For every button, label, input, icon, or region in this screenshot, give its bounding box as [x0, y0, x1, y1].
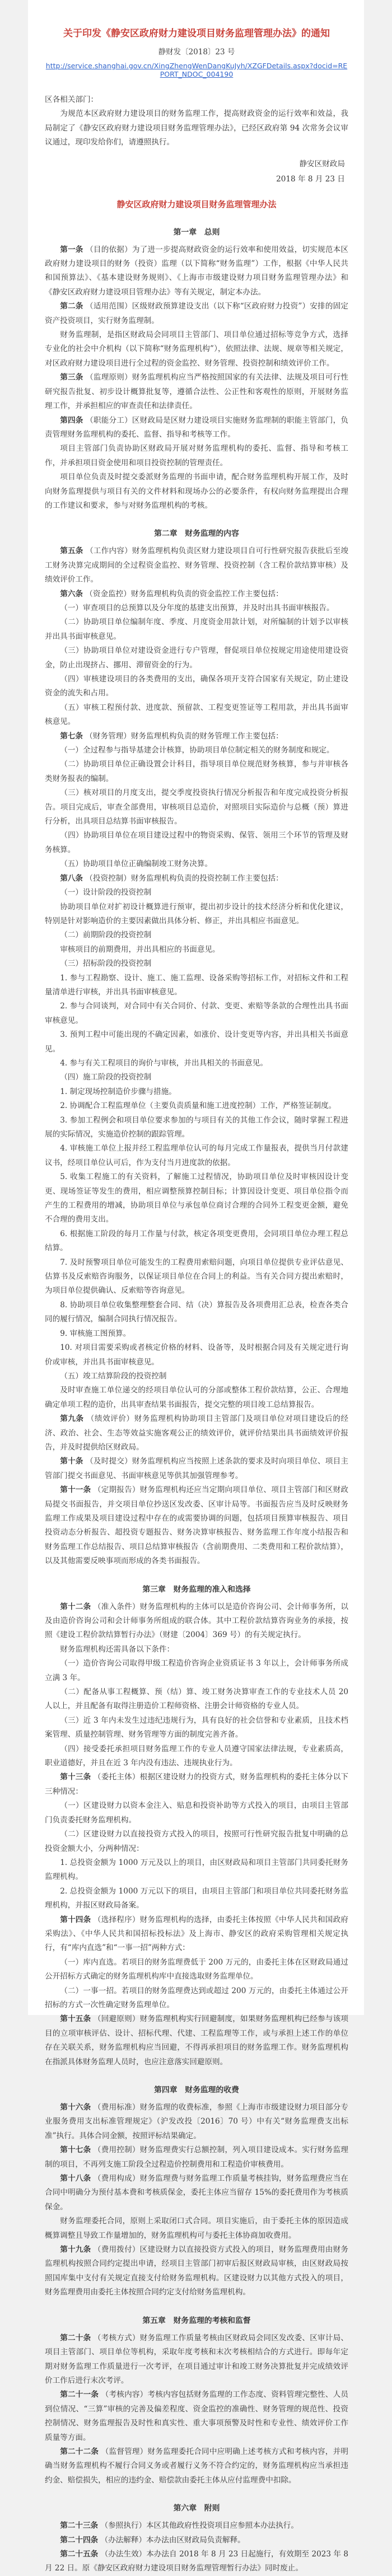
- signature-block: [45, 157, 348, 187]
- paragraph: （二）前期阶段的投资控制: [60, 931, 152, 940]
- measure-title: 静安区政府财力建设项目财务监理管理办法: [116, 199, 277, 209]
- article-number: 第二十一条: [60, 2390, 99, 2400]
- paragraph: （二）区建设财力以直接投资方式投入的项目，按照可行性研究报告批复中明确的总投资金额大小，分两种情况：: [45, 1830, 348, 1853]
- article-number: 第二十五条: [60, 2549, 99, 2559]
- article-number: 第十五条: [60, 2014, 91, 2024]
- paragraph: （三）招标阶段的投资控制: [60, 959, 152, 969]
- paragraph: （五）竣工结算阶段的投资控制: [60, 1371, 167, 1381]
- article-number: 第十八条: [60, 2174, 91, 2184]
- article-number: 第二条: [60, 302, 83, 311]
- paragraph: 第一条 （目的依据）为了进一步提高财政资金的运行效率和使用效益，切实规范本区政府财力建设项目的财务（投资）监理（以下简称“财务监理”）工作，根据《中华人民共和国预算法》、《基本建设财务规则》、《上海市市级建设财力项目财务监理管理办法》和《静安区政府财力建设项目管理办法》等有关规定，制定本办法。: [45, 245, 348, 297]
- paragraph: 财务监理机构还需具备以下条件：: [60, 1644, 175, 1654]
- chapters: [45, 226, 348, 2576]
- paragraph: 第十一条 （定期报告）财务监理机构还应当定期向项目单位、项目主管部门和区财政局提交书面报告，并交项目单位抄送区发改委、区审计局等。书面报告应当及时反映财务监理工作成果及项目建设过程中存在的或需要协调的问题，包括项目预算审核报告、项目投资动态分析报告、超投资专题报告、财务决算审核报告、财务监理工作年度小结报告和财务监理工作总结报告、项目总结算审核报告（含前期费用、二类费用和工程价款结算），以及其他需要反映事项而形成的各类书面报告。: [45, 1485, 348, 1566]
- article-number: 第二十四条: [60, 2535, 99, 2545]
- chapter-heading: 第二章 财务监理的内容: [154, 529, 239, 539]
- paragraph: （五）审核工程预付款、进度款、预留款、工程变更签证等工程用款，并出具书面审核意见。: [45, 703, 348, 727]
- paragraph: （二）配备从事工程概算、预（结）算、竣工财务决算审查工作的专业技术人员 20 人以上，并且配备有取得注册造价工程师资格、注册会计师资格的专业人员。: [45, 1687, 348, 1711]
- paragraph: 财务监理制，是指区财政局会同项目主管部门、项目单位通过招标等竞争方式，选择专业化的社会中介机构（以下简称“财务监理机构”），依照法律、法规、规章等相关规定，对区政府财力建设项目进行全过程的资金监控、财务管理、投资控制和绩效评价工作。: [45, 330, 348, 368]
- paragraph: 7. 及时预警项目单位可能发生的工程费用索赔问题，向项目单位提供专业评估意见、估算书及反索赔咨询服务，以保证项目单位在合同上的利益。当有关合同方提出索赔时，为项目单位提供确认、反索赔等咨询意见。: [45, 1257, 348, 1296]
- paragraph: 第十条 （及时提交）财务监理机构应当按照上述条款的要求及时向项目单位、项目主管部门提交书面意见、书面审核意见等供其加强管理参考。: [45, 1457, 348, 1480]
- paragraph: （四）协助项目单位在项目建设过程中的物资采购、保管、领用三个环节的管理及财务核算。: [45, 831, 348, 854]
- paragraph: 第十九条 （费用拨付）区建设财力以直接投资方式投入的项目，财务监理费用由财务监理机构按照合同约定提出申请，经项目主管部门初审后报区财政局审核，由区财政局按照国库集中支付有关规定直接支付给财务监理机构。区建设财力以其他方式投入的项目，财务监理费用由委托主体按照合同约定支付给财务监理机构。: [45, 2245, 348, 2297]
- paragraph: （三）近 3 年内未发生过违纪违规行为，具有良好的社会信誉和专业素质，且技术档案管理、质量控制管理、财务管理等方面的制度完善齐备。: [45, 1715, 348, 1740]
- paragraph: 第二十二条 （监督管理）财务监理委托合同中应明确上述考核方式和考核内容，并明确当财务监理机构不履行合同义务或者履行义务不符合约定的，财务监理机构应当承担违约金、赔偿损失，相应的违约金、赔偿款由委托主体从应付监理费中扣除。: [45, 2447, 348, 2485]
- paragraph: （一）设计阶段的投资控制: [60, 888, 152, 897]
- paragraph: （五）协助项目单位正确编制竣工财务决算。: [60, 859, 213, 869]
- paragraph: 第三条 （监理原则）财务监理机构应当严格按照国家的有关法律、法规及项目可行性研究报告批复、初步设计概算批复等，遵循合法性、公正性和客观性的原则，开展财务监理工作，并承担相应的审查责任和法律责任。: [45, 373, 348, 411]
- paragraph: 1. 总投资金额为 1000 万元及以上的项目，由区财政局和项目主管部门共同委托财务监理机构。: [45, 1858, 348, 1882]
- paragraph: 第六条 （资金监控）财务监理机构负责的资金监控工作主要包括：: [60, 589, 283, 599]
- paragraph: 1. 参与工程勘察、设计、施工、施工监理、设备采购等招标工作，对招标文件和工程量清单进行审核，并出具书面审核意见。: [45, 973, 348, 997]
- article-number: 第二十二条: [60, 2447, 99, 2456]
- paragraph: （四）施工阶段的投资控制: [60, 1073, 152, 1082]
- paragraph: 3. 参加工程例会和项目单位要求参加的与项目有关的其他工作会议，随时掌握工程进展的实际情况，实施造价控制的跟踪管理。: [45, 1115, 348, 1139]
- article-number: 第十一条: [60, 1485, 91, 1495]
- paragraph: （一）造价咨询公司取得甲级工程造价咨询企业资质证书 3 年以上，会计师事务所成立满 3 年。: [45, 1659, 348, 1682]
- article-number: 第四条: [60, 415, 83, 425]
- article-number: 第十三条: [60, 1773, 91, 1782]
- paragraph: 第二十四条 （办法解释）本办法由区财政局负责解释。: [60, 2535, 245, 2545]
- chapter-heading: 第一章 总则: [173, 227, 220, 237]
- paragraph: （一）区建设财力以资本金注入、贴息和投资补助等方式投入的项目，由项目主管部门负责委托财务监理机构。: [45, 1801, 348, 1825]
- chapter-heading: 第五章 财务监理的考核和监督: [142, 2316, 251, 2325]
- paragraph: 4. 审核施工单位上报并经工程监理单位认可的每月完成工作量报表，提供当月付款建议书，经项目单位认可后，作为支付当月进度款的依据。: [45, 1144, 348, 1167]
- paragraph: 审核项目的前期费用，并出具相应的书面意见。: [60, 945, 220, 954]
- paragraph: 第七条 （财务管理）财务监理机构负责的财务管理工作主要包括：: [60, 731, 283, 741]
- paragraph: （一）审查项目的总预算以及分年度的基建支出预算，并及时出具书面审核报告。: [60, 603, 334, 613]
- paragraph: 2. 总投资金额为 1000 万元以下的项目，由项目主管部门和项目单位共同委托财务监理机构，并报区财政局备案。: [45, 1886, 348, 1910]
- article-number: 第十七条: [60, 2145, 91, 2155]
- article-number: 第二十三条: [60, 2521, 99, 2531]
- article-number: 第八条: [60, 873, 83, 883]
- paragraph: 第十八条 （费用构成）财务监理费与财务监理工作质量考核挂钩，财务监理费应当在合同中明确分为预付基本费和考核质保金，委托主体应当留存 15%的委托费用作为考核质保金。: [45, 2174, 348, 2212]
- article-number: 第三条: [60, 373, 83, 382]
- source-link[interactable]: http://service.shanghai.gov.cn/XingZhengWenDangKuJyh/XZGFDetails.aspx?docid=REPORT_NDOC_004190: [45, 62, 348, 78]
- paragraph: 第五条 （工作内容）财务监理机构负责区财力建设项目自可行性研究报告获批后至竣工财务决算完成期间的全过程资金监控、财务管理、投资控制（含工程价款结算审核）及绩效评价工作。: [45, 546, 348, 585]
- paragraph: 5. 收集工程施工的有关资料，了解施工过程情况，协助项目单位及时审核因设计变更、现场签证等发生的费用，相应调整预算控制目标；计算因设计变更、项目单位指令而产生的工程费用的增减，协助项目单位与承包单位商讨合理的合同外工程变更金额，避免不合理的费用支出。: [45, 1172, 348, 1224]
- paragraph: 4. 参与有关工程项目的询价与审核，并出具相关的书面意见。: [60, 1058, 268, 1068]
- paragraph: （三）核对项目的月度支出，提交季度投资执行情况分析报告和年度完成投资分析报告。项目完成后，审查全部费用，审核项目总造价，对照项目实际造价与总概（预）算进行分析，出具项目总结算书面审核报告。: [45, 788, 348, 826]
- article-number: 第十六条: [60, 2103, 91, 2112]
- notice-title: 关于印发《静安区政府财力建设项目财务监理管理办法》的通知: [63, 28, 330, 39]
- paragraph: 10. 对项目需要采购或者核定价格的材料、设备等，及时根据合同及有关规定进行询价或审核，并出具书面审核意见。: [45, 1343, 348, 1367]
- article-number: 第十二条: [60, 1602, 91, 1611]
- paragraph: 第十五条 （回避原则）财务监理机构实行回避制度，如果财务监理机构已经参与该项目的立项审核评估、设计、招标代理、代建、工程监理等工作，或与承担上述工作的单位存在关联关系，财务监理机构应当回避，不得再承担项目的财务监理工作。财务监理机构在指派具体财务监理人员时，也应注意落实回避原则。: [45, 2014, 348, 2067]
- article-number: 第九条: [60, 1414, 84, 1424]
- article-number: 第五条: [60, 546, 83, 556]
- paragraph: 第十七条 （费用控制）财务监理费实行总额控制，列入项目建设成本。实行财务监理制的项目，不再列支施工阶段全过程造价控制费用和工程造价审核费用。: [45, 2145, 348, 2169]
- paragraph: 第二十三条 （参照执行）本区其他政府性投资项目应参照本办法执行。: [60, 2521, 298, 2531]
- paragraph: 第二十五条 （办法生效）本办法自 2018 年 8 月 23 日起施行，有效期至 2023 年 8 月 22 日。原《静安区政府财力建设项目财务监理管理暂行办法》同时废止。: [45, 2549, 348, 2573]
- paragraph: 财务监理委托合同，原则上采取闭口式合同。项目实施后，由于委托主体的原因造成概算调整且导致工作量增加的，财务监理机构可与委托主体协商加收费用。: [45, 2217, 348, 2240]
- paragraph: 6. 根据施工阶段的每月工作量与付款，核定各项变更费用，会同项目单位办理工程总结算。: [45, 1229, 348, 1253]
- paragraph: 第十四条 （选择程序）财务监理机构的选择，由委托主体按照《中华人民共和国政府采购法》、《中华人民共和国招标投标法》及上海市、静安区的政府采购管理相关规定执行，有“库内直选”和“一事一招”两种方式：: [45, 1915, 348, 1953]
- paragraph: （四）审核建设项目的各类费用的支出，确保各项开支符合国家有关规定，防止建设资金的流失和占用。: [45, 675, 348, 698]
- paragraph: 第二十一条 （考核内容）考核内容包括财务监理的工作态度、资料管理完整性、人员到位情况、“三算”审核的完善及偏差程度、资金监控的准确性、财务管理的规范性、投资控制情况、财务监理报告及时性和真实性、重大事项预警及时性和专业性、绩效评价工作质量等方面。: [45, 2390, 348, 2442]
- paragraph: （一）全过程参与指导基建会计核算，协助项目单位制定相关的财务制度和规定。: [60, 746, 334, 755]
- notice-body-paragraph: 为规范本区政府财力建设项目的财务监理工作，提高财政资金的运行效率和效益，我局制定了《静安区政府财力建设项目财务监理管理办法》，已经区政府第 94 次常务会议审议通过，现印发给你们，请遵照执行。: [45, 109, 348, 147]
- paragraph: 及时审查施工单位递交的经项目单位认可的分部或整体工程价款结算，公正、合理地确定单项工程的造价，出具审查结果书面报告，提交完整的项目竣工总结算报告。: [45, 1386, 348, 1409]
- chapter-heading: 第六章 附则: [173, 2504, 220, 2513]
- paragraph: 1. 制定现场控制造价步骤与措施。: [60, 1087, 176, 1096]
- paragraph: 第二条 （适用范围）区级财政预算建设支出（以下称“区政府财力投资”）安排的固定资产投资项目，实行财务监理制。: [45, 302, 349, 325]
- paragraph: （二）协助项目单位正确设置会计科目，指导项目单位规范财务核算，参与并审核各类财务报表的编制。: [45, 760, 348, 783]
- paragraph: 9. 审核施工图预算。: [60, 1329, 131, 1338]
- paragraph: 协助项目单位对扩初设计概算进行预审，提出初步设计的技术经济分析和优化建议，特别是针对影响造价的主要因素做出具体分析、修正，并出具相应书面意见。: [45, 902, 348, 925]
- article-number: 第十条: [60, 1457, 83, 1466]
- paragraph: （二）一事一招。若项目的财务监理费达到或超过 200 万元的，由委托主体通过公开招标的方式一次性确定财务监理单位。: [45, 1986, 348, 2009]
- paragraph: 项目主管部门负责协助区财政局开展对财务监理机构的委托、监督、指导和考核工作，并承担项目资金使用和项目投资控制的管理责任。: [45, 444, 348, 467]
- paragraph: 2. 参与合同谈判，对合同中有关合同价、付款、变更、索赔等条款的合理性出具书面审核意见。: [45, 1002, 348, 1025]
- article-number: 第十九条: [60, 2245, 91, 2255]
- paragraph: 第九条 （绩效评价）财务监理机构协助项目主管部门及项目单位对项目建设后的经济、政治、社会、生态等效益实施客观公正的绩效评价，就评价结果出具书面绩效评价报告，并及时提供给区财政局。: [45, 1414, 348, 1452]
- signature-date: 2018 年 8 月 23 日: [276, 174, 345, 184]
- chapter-heading: 第四章 财务监理的收费: [154, 2086, 239, 2095]
- paragraph: 8. 协助项目单位收集整理整套合同、结（决）算报告及各项费用汇总表，检查各类合同的履行情况，编制合同执行情况报告。: [45, 1300, 348, 1324]
- salutation: 区各相关部门：: [45, 95, 99, 104]
- article-number: 第二十条: [60, 2333, 91, 2343]
- paragraph: （三）协助项目单位对建设资金进行专户管理，督促项目单位按规定用途使用建设资金，防止出现挤占、挪用、滞留资金的行为。: [45, 646, 348, 670]
- paragraph: 第二十条 （考核方式）财务监理工作质量考核由区财政局会同区发改委、区审计局、项目主管部门、项目单位等机构，采取年度考核和末次考核相结合的方式进行。即每年定期对财务监理工作质量进行一次考评，在项目通过审计和竣工财务决算批复并完成绩效评价工作后进行末次考评。: [45, 2333, 348, 2385]
- article-number: 第七条: [60, 731, 83, 741]
- paragraph: （一）库内直选。若项目的财务监理费低于 200 万元的，由委托主体在区财政局通过公开招标方式确定的财务监理机构库中直接选取财务监理单位。: [45, 1957, 348, 1981]
- paragraph: 第十三条 （委托主体）根据区建设财力的投资方式，财务监理机构的委托主体分以下三种情况：: [45, 1773, 348, 1796]
- paragraph: （二）协助项目单位编制年度、季度、月度资金用款计划，对所编制的计划予以审核并出具书面审核意见。: [45, 618, 348, 641]
- paragraph: 第十二条 （准入条件）财务监理机构的主体可以是造价咨询公司、会计师事务所，以及由造价咨询公司和会计师事务所组成的联合体。其中工程价款结算咨询业务的承接，按照《建设工程价款结算暂行办法》（财建〔2004〕369 号）的有关规定执行。: [45, 1602, 348, 1640]
- paragraph: 第八条 （投资控制）财务监理机构负责的投资控制工作主要包括：: [60, 873, 283, 883]
- article-number: 第十四条: [60, 1915, 91, 1924]
- signature-org: 静安区财政局: [299, 159, 345, 169]
- paragraph: 2. 协调配合工程监理单位（主要负责质量和施工进度控制）工作，严格签证制度。: [60, 1101, 337, 1111]
- paragraph: 3. 预判工程中可能出现的不确定因素，如涨价、设计变更等内容，并出具相关书面意见。: [45, 1030, 348, 1054]
- paragraph: 项目单位负责及时提交委派财务监理的书面申请，配合财务监理机构开展工作，及时向财务监理提供与项目有关的文件材料和现场办公的必要条件，有权向财务监理提出合理的工作建议和要求，参与对财务监理机构的考核。: [45, 473, 348, 510]
- chapter-heading: 第三章 财务监理的准入和选择: [142, 1584, 251, 1594]
- paragraph: （四）接受委托承担项目财务监理工作的专业人员遵守国家法律法规，专业素质高，职业道德好，并且在近 3 年内没有违法、违规执业行为。: [45, 1744, 348, 1768]
- paragraph: 第十六条 （费用标准）财务监理的收费标准，参照《上海市市级建设财力项目部分专业服务费用支出标准管理规定》（沪发改投〔2016〕70 号）中有关“财务监理费支出标准”执行。具体合同金额，按照评标结果确定。: [45, 2103, 348, 2140]
- article-number: 第一条: [60, 245, 83, 254]
- paragraph: 第四条 （职能分工）区财政局是区财力建设项目实施财务监理制的职能主管部门，负责管理财务监理机构的委托、监督、指导和考核等工作。: [45, 415, 348, 439]
- document-sheet: [28, 0, 364, 2573]
- doc-number: 静财发〔2018〕23 号: [158, 48, 235, 57]
- article-number: 第六条: [60, 589, 83, 599]
